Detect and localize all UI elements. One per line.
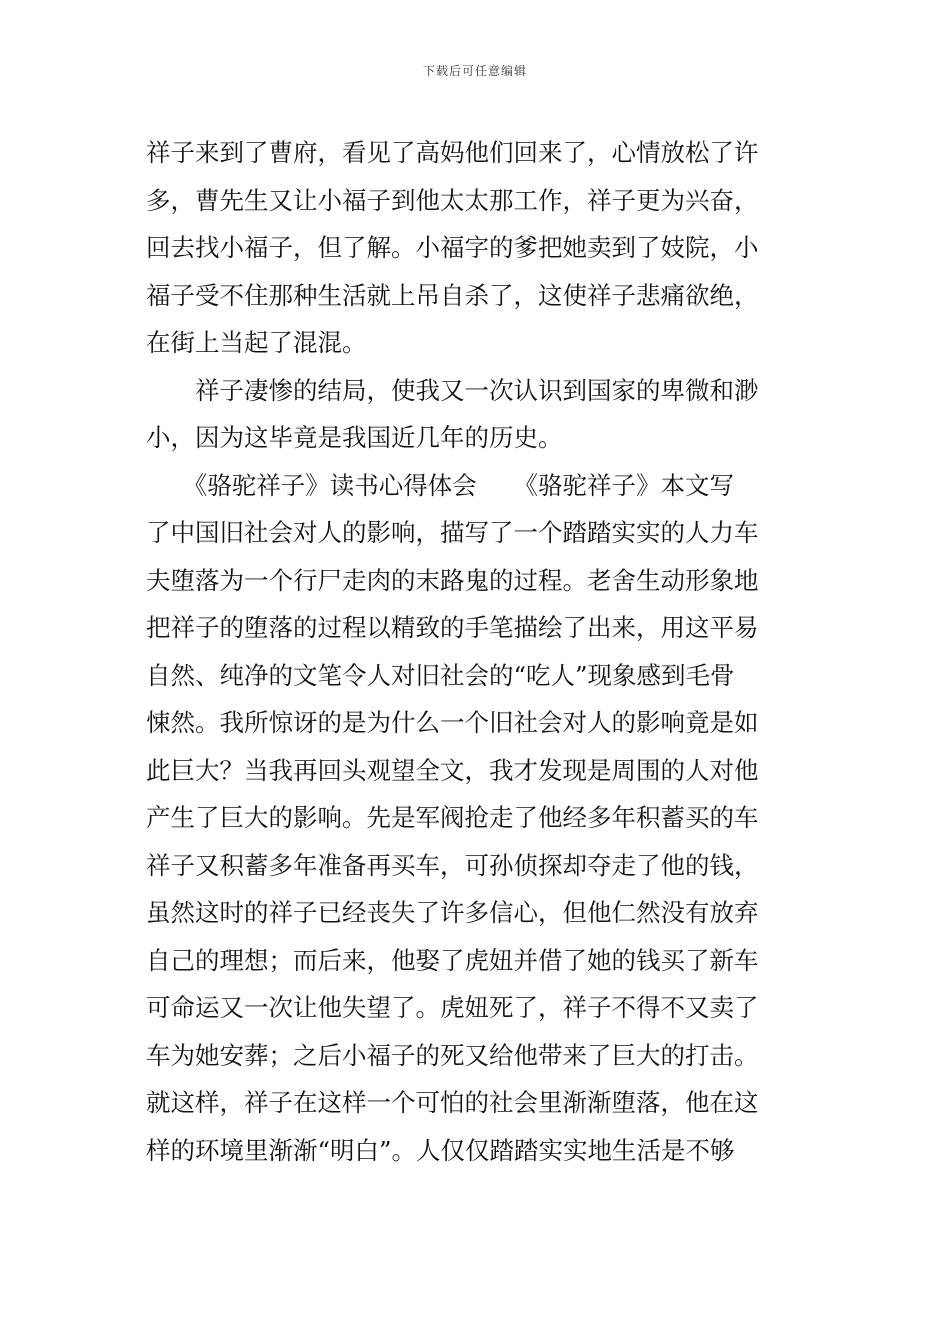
text-line: 多，曹先生又让小福子到他太太那工作，祥子更为兴奋， — [146, 185, 759, 215]
text-line: 祥子又积蓄多年准备再买车，可孙侦探却夺走了他的钱， — [146, 850, 759, 880]
document-body — [146, 129, 806, 1174]
text-line: 把祥子的堕落的过程以精致的手笔描绘了出来，用这平易 — [146, 613, 759, 642]
text-line: 可命运又一次让他失望了。虎妞死了，祥子不得不又卖了 — [146, 993, 759, 1022]
text-line: 样的环境里渐渐“明白”。人仅仅踏踏实实地生活是不够 — [146, 1135, 735, 1165]
text-line: 此巨大？当我再回头观望全文，我才发现是周围的人对他 — [146, 755, 759, 785]
text-line: 《骆驼祥子》读书心得体会 《骆驼祥子》本文写 — [146, 470, 734, 500]
text-line: 回去找小福子，但了解。小福字的爹把她卖到了妓院，小 — [146, 233, 759, 262]
text-line: 自然、纯净的文笔令人对旧社会的“吃人”现象感到毛骨 — [146, 660, 735, 690]
text-line: 夫堕落为一个行尸走肉的末路鬼的过程。老舍生动形象地 — [146, 565, 759, 595]
text-line: 自己的理想；而后来，他娶了虎妞并借了她的钱买了新车 — [146, 945, 759, 975]
page-header: 下载后可任意编辑 — [422, 64, 527, 78]
text-line: 祥子凄惨的结局，使我又一次认识到国家的卑微和渺 — [146, 375, 759, 405]
text-line: 在街上当起了混混。 — [146, 328, 367, 357]
text-line: 小，因为这毕竟是我国近几年的历史。 — [146, 423, 563, 452]
text-line: 福子受不住那种生活就上吊自杀了，这使祥子悲痛欲绝， — [146, 280, 759, 310]
text-line: 了中国旧社会对人的影响，描写了一个踏踏实实的人力车 — [146, 518, 759, 547]
text-line: 就这样，祥子在这样一个可怕的社会里渐渐堕落，他在这 — [146, 1088, 759, 1117]
text-line: 产生了巨大的影响。先是军阀抢走了他经多年积蓄买的车 — [146, 803, 759, 832]
text-line: 祥子来到了曹府，看见了高妈他们回来了，心情放松了许 — [146, 138, 759, 167]
text-line: 虽然这时的祥子已经丧失了许多信心，但他仁然没有放弃 — [146, 898, 759, 927]
text-line: 悚然。我所惊讶的是为什么一个旧社会对人的影响竟是如 — [146, 708, 759, 737]
text-line: 车为她安葬；之后小福子的死又给他带来了巨大的打击。 — [146, 1040, 759, 1070]
